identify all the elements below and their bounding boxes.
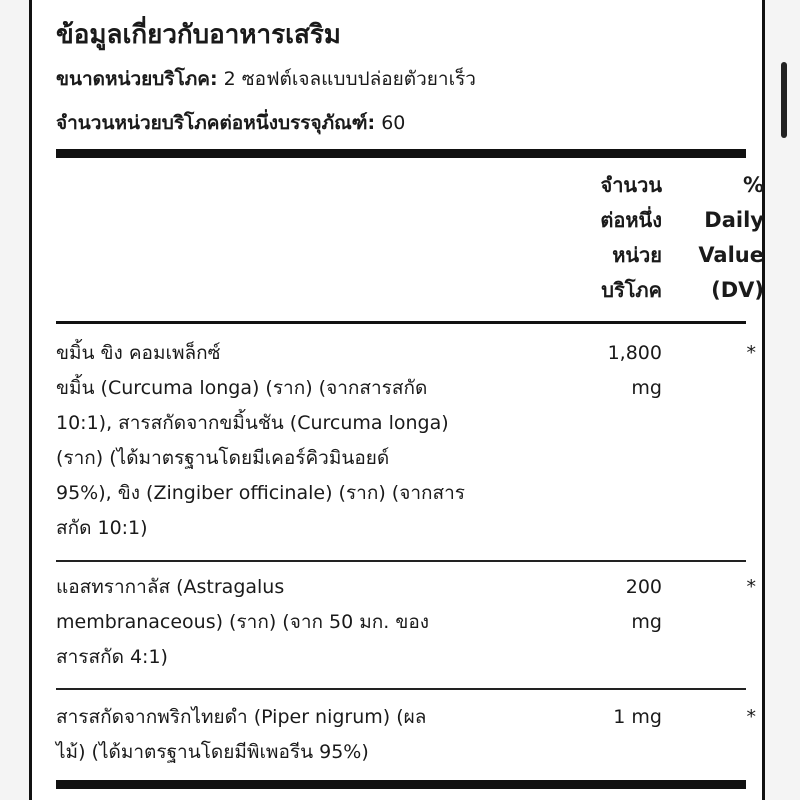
ingredient-daily-value: * <box>746 342 756 364</box>
thick-divider-bottom <box>56 780 746 789</box>
servings-per-container-label: จำนวนหน่วยบริโภคต่อหนึ่งบรรจุภัณฑ์: <box>56 112 376 134</box>
header-divider <box>56 321 746 324</box>
ingredient-amount: 1 mg <box>613 706 662 728</box>
row-divider <box>56 688 746 690</box>
ingredient-description: ขมิ้น ขิง คอมเพล็กซ์ ขมิ้น (Curcuma longa) (ราก) (จากสารสกัด 10:1), สารสกัดจากขมิ้นชัน (Curcuma longa) (ราก) (ได้มาตรฐานโดยมีเคอร์คิวมินอยด์ 95%), ขิง (Zingiber officinale) (ราก) (จากสาร สกัด 10:1) <box>56 342 465 539</box>
serving-size-label: ขนาดหน่วยบริโภค: <box>56 68 218 90</box>
panel-title: ข้อมูลเกี่ยวกับอาหารเสริม <box>56 20 341 50</box>
serving-size-row <box>56 64 476 94</box>
ingredient-description: สารสกัดจากพริกไทยดำ (Piper nigrum) (ผล ไม้) (ได้มาตรฐานโดยมีพิเพอรีน 95%) <box>56 706 427 763</box>
ingredient-description: แอสทรากาลัส (Astragalus membranaceous) (ราก) (จาก 50 มก. ของ สารสกัด 4:1) <box>56 576 430 668</box>
supplement-facts-panel <box>29 0 765 800</box>
ingredient-daily-value: * <box>746 706 756 728</box>
thick-divider-top <box>56 149 746 158</box>
ingredient-amount: 200 mg <box>625 576 662 633</box>
row-divider <box>56 560 746 562</box>
servings-per-container-row <box>56 108 405 138</box>
servings-per-container-value: 60 <box>381 112 406 134</box>
scrollbar-thumb[interactable] <box>781 62 787 138</box>
ingredient-amount: 1,800 mg <box>607 342 662 399</box>
daily-value-header: % Daily Value (DV) <box>698 173 764 302</box>
amount-per-serving-header: จำนวน ต่อหนึ่ง หน่วย บริโภค <box>600 173 662 302</box>
ingredient-daily-value: * <box>746 576 756 598</box>
serving-size-value: 2 ซอฟต์เจลแบบปล่อยตัวยาเร็ว <box>223 68 476 90</box>
